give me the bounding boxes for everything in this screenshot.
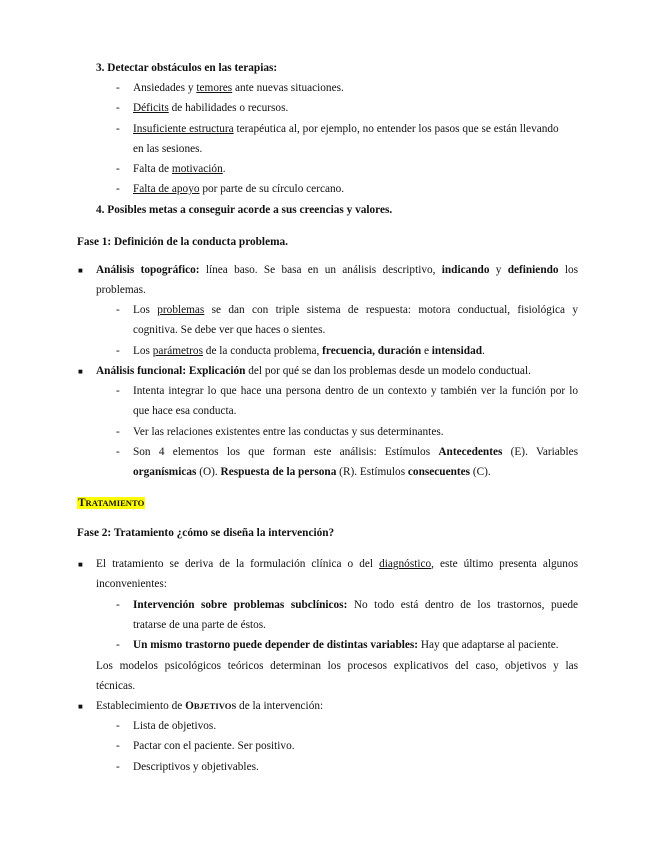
paragraph-line xyxy=(96,260,578,280)
text: , este último presenta algunos xyxy=(431,558,578,570)
list-item-continuation: cognitiva. Se debe ver que haces o sientes. xyxy=(133,324,326,336)
text: Son 4 elementos los que forman este análisis: Estímulos xyxy=(133,446,439,458)
paragraph-line xyxy=(96,361,531,381)
bullet-icon: ■ xyxy=(78,560,83,569)
item-text: Ansiedades y xyxy=(133,82,197,94)
dash-marker: - xyxy=(116,599,120,611)
text: Los xyxy=(133,304,158,316)
dash-marker: - xyxy=(116,740,120,752)
bold-label: Intervención sobre problemas subclínicos: xyxy=(133,599,348,611)
list-item: Ver las relaciones existentes entre las conductas y sus determinantes. xyxy=(133,426,444,438)
dash-marker: - xyxy=(116,304,120,316)
bullet-icon: ■ xyxy=(78,702,83,711)
dash-marker: - xyxy=(116,720,120,732)
text: se dan con triple sistema de respuesta: motora conductual, fisiológica y xyxy=(204,304,578,316)
bold-label: Un mismo trastorno puede depender de distintas variables: xyxy=(133,639,419,651)
list-item xyxy=(133,635,559,655)
list-item xyxy=(133,442,578,462)
list-item: Intenta integrar lo que hace una persona dentro de un contexto y también ver la función por lo xyxy=(133,385,578,397)
text: e xyxy=(421,345,432,357)
dash-marker: - xyxy=(116,446,120,458)
text: de la conducta problema, xyxy=(202,345,323,357)
bold-text: indicando xyxy=(441,264,490,276)
text: Los xyxy=(133,345,153,357)
item-text: Falta de xyxy=(133,163,172,175)
item-text: ante nuevas situaciones. xyxy=(232,82,344,94)
smallcaps-initial: O xyxy=(185,700,194,712)
item-text: . xyxy=(222,163,226,175)
item-underlined: problemas xyxy=(157,304,205,316)
text: Establecimiento de xyxy=(96,700,186,712)
bold-text: organísmicas xyxy=(133,466,197,478)
text: . xyxy=(482,345,485,357)
text: y xyxy=(489,264,508,276)
dash-marker: - xyxy=(116,385,120,397)
bold-text: frecuencia, duración xyxy=(322,345,422,357)
dash-marker: - xyxy=(116,163,120,175)
bold-text: Respuesta de la persona xyxy=(220,466,337,478)
text: (O). xyxy=(196,466,221,478)
bold-text: intensidad xyxy=(431,345,483,357)
text: del por qué se dan los problemas desde un modelo conductual. xyxy=(245,365,531,377)
dash-marker: - xyxy=(116,345,120,357)
fase-1-heading: Fase 1: Definición de la conducta problema. xyxy=(77,236,288,248)
dash-marker: - xyxy=(116,761,120,773)
dash-marker: - xyxy=(116,102,120,114)
paragraph-line xyxy=(96,554,578,574)
paragraph-line: Los modelos psicológicos teóricos determinan los procesos explicativos del caso, objetivos y las xyxy=(96,660,578,672)
bold-text: Explicación xyxy=(186,365,246,377)
text: Hay que adaptarse al paciente. xyxy=(418,639,559,651)
bold-text: Antecedentes xyxy=(438,446,503,458)
text: los xyxy=(558,264,579,276)
item-underlined: Insuficiente estructura xyxy=(133,123,234,135)
text: (E). Variables xyxy=(502,446,578,458)
list-item xyxy=(133,179,344,199)
section-4-heading: 4. Posibles metas a conseguir acorde a sus creencias y valores. xyxy=(96,204,393,216)
list-item-continuation: tratarse de una parte de éstos. xyxy=(133,619,266,631)
list-item-continuation: que hace esa conducta. xyxy=(133,405,237,417)
text: de la intervención: xyxy=(236,700,324,712)
paragraph-line: inconvenientes: xyxy=(96,578,167,590)
paragraph-line: problemas. xyxy=(96,284,146,296)
item-underlined: Falta de apoyo xyxy=(133,183,200,195)
list-item xyxy=(133,595,578,615)
dash-marker: - xyxy=(116,183,120,195)
list-item xyxy=(133,98,288,118)
paragraph-line xyxy=(96,696,323,716)
bold-text: consecuentes xyxy=(407,466,471,478)
list-item-continuation: en las sesiones. xyxy=(133,143,203,155)
item-text: de habilidades o recursos. xyxy=(168,102,289,114)
dash-marker: - xyxy=(116,639,120,651)
list-item: Lista de objetivos. xyxy=(133,720,217,732)
dash-marker: - xyxy=(116,123,120,135)
text: No todo está dentro de los trastornos, puede xyxy=(347,599,578,611)
item-underlined: Déficits xyxy=(133,102,169,114)
heading-initial: T xyxy=(78,497,86,509)
list-item xyxy=(133,341,485,361)
item-text: terapéutica al, por ejemplo, no entender los pasos que se están llevando xyxy=(233,123,559,135)
smallcaps-rest: BJETIVOS xyxy=(193,701,237,711)
bold-label: Análisis topográfico: xyxy=(96,264,200,276)
tratamiento-heading xyxy=(77,493,145,513)
list-item xyxy=(133,159,226,179)
item-underlined: motivación xyxy=(171,163,223,175)
item-underlined: temores xyxy=(196,82,233,94)
bold-text: definiendo xyxy=(507,264,559,276)
item-text: por parte de su círculo cercano. xyxy=(199,183,345,195)
bullet-icon: ■ xyxy=(78,367,83,376)
list-item xyxy=(133,300,578,320)
list-item: Pactar con el paciente. Ser positivo. xyxy=(133,740,295,752)
item-underlined: parámetros xyxy=(152,345,203,357)
text: línea baso. Se basa en un análisis descriptivo, xyxy=(199,264,442,276)
list-item xyxy=(133,119,559,139)
dash-marker: - xyxy=(116,82,120,94)
text: (R). Estímulos xyxy=(336,466,408,478)
text: (C). xyxy=(470,466,491,478)
bold-label: Análisis funcional: xyxy=(96,365,187,377)
section-3-heading: 3. Detectar obstáculos en las terapias: xyxy=(96,62,278,74)
fase-2-heading: Fase 2: Tratamiento ¿cómo se diseña la intervención? xyxy=(77,527,335,539)
list-item: Descriptivos y objetivables. xyxy=(133,761,259,773)
list-item-continuation xyxy=(133,462,491,482)
paragraph-line: técnicas. xyxy=(96,680,136,692)
dash-marker: - xyxy=(116,426,120,438)
bullet-icon: ■ xyxy=(78,266,83,275)
heading-rest: RATAMIENTO xyxy=(85,498,145,508)
list-item xyxy=(133,78,344,98)
text: El tratamiento se deriva de la formulación clínica o del xyxy=(96,558,380,570)
underlined-text: diagnóstico xyxy=(379,558,432,570)
